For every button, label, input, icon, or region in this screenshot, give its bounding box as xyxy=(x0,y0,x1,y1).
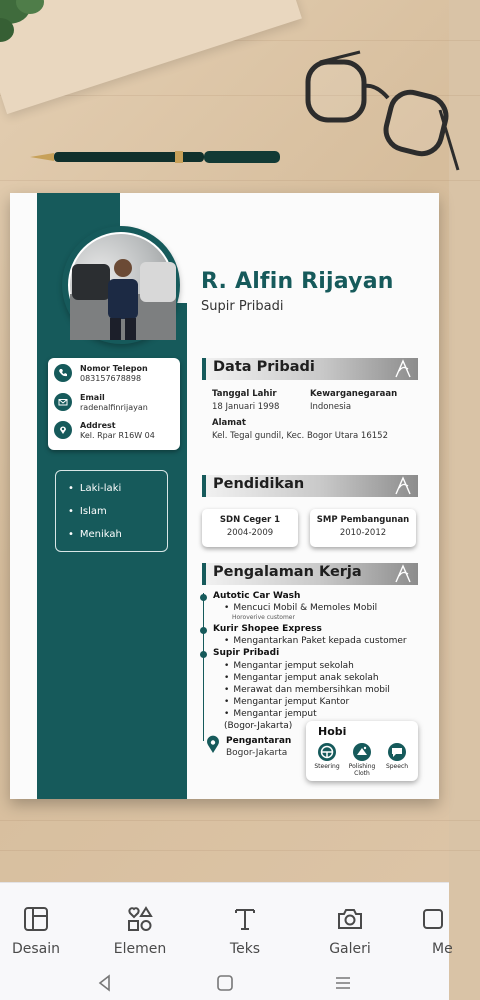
eyeglasses-decoration xyxy=(300,50,460,170)
contact-address-title: Addrest xyxy=(80,421,116,430)
experience-job-3-item-2: • Mengantar jemput anak sekolah xyxy=(224,673,379,683)
education-school-1: SDN Ceger 1 xyxy=(219,515,281,525)
decorative-logo-icon xyxy=(394,359,412,379)
experience-job-2-title[interactable]: Kurir Shopee Express xyxy=(213,624,322,634)
experience-timeline xyxy=(203,593,204,741)
experience-job-2-item: • Mengantarkan Paket kepada customer xyxy=(224,636,407,646)
toolbar-desain-label: Desain xyxy=(11,941,61,957)
location-pin-icon xyxy=(206,736,220,754)
contact-email-value: radenalfinrijayan xyxy=(80,403,148,412)
hobby-steering xyxy=(310,743,344,770)
toolbar-more-label: Me xyxy=(432,941,453,957)
pen-decoration xyxy=(30,150,280,164)
education-card-1[interactable] xyxy=(202,509,298,547)
decorative-logo-icon xyxy=(394,564,412,584)
cv-job-title[interactable]: Supir Pribadi xyxy=(201,299,284,314)
speech-bubble-icon xyxy=(388,743,406,761)
experience-job-3-item-4: • Mengantar jemput Kantor xyxy=(224,697,349,707)
contact-card[interactable] xyxy=(48,358,180,450)
education-school-2: SMP Pembangunan xyxy=(316,515,410,525)
more-icon xyxy=(420,905,448,933)
cv-document[interactable] xyxy=(10,193,439,799)
contact-phone-title: Nomor Telepon xyxy=(80,364,148,373)
steering-wheel-icon xyxy=(318,743,336,761)
personal-marital-status: • Menikah xyxy=(56,523,167,546)
toolbar-more-button[interactable] xyxy=(410,905,453,957)
phone-icon xyxy=(54,364,72,382)
recents-icon[interactable] xyxy=(333,973,353,993)
nationality-label: Kewarganegaraan xyxy=(310,389,398,399)
cv-name[interactable]: R. Alfin Rijayan xyxy=(201,269,394,294)
education-card-2[interactable] xyxy=(310,509,416,547)
section-header-pengalaman-kerja[interactable] xyxy=(202,563,418,585)
contact-email-title: Email xyxy=(80,393,105,402)
experience-job-1-note: Horoverive customer xyxy=(232,614,295,621)
home-icon[interactable] xyxy=(215,973,235,993)
experience-job-3-item-5: • Mengantar jemput xyxy=(224,709,317,719)
address-value: Kel. Tegal gundil, Kec. Bogor Utara 16152 xyxy=(212,431,388,441)
decorative-logo-icon xyxy=(394,476,412,496)
camera-icon xyxy=(336,905,364,933)
birth-date-value: 18 Januari 1998 xyxy=(212,402,280,412)
timeline-dot xyxy=(200,594,207,601)
education-years-1: 2004-2009 xyxy=(226,528,274,538)
personal-info-box[interactable] xyxy=(55,470,168,552)
education-years-2: 2010-2012 xyxy=(339,528,387,538)
toolbar-elemen-button[interactable] xyxy=(105,905,175,957)
nationality-value: Indonesia xyxy=(310,402,352,412)
hobby-card[interactable] xyxy=(306,721,418,781)
experience-job-3-item-1: • Mengantar jemput sekolah xyxy=(224,661,354,671)
birth-date-label: Tanggal Lahir xyxy=(212,389,277,399)
section-title-pengalaman-kerja: Pengalaman Kerja xyxy=(213,564,362,580)
shapes-icon xyxy=(126,905,154,933)
editor-toolbar xyxy=(0,882,453,964)
contact-phone-value: 083157678898 xyxy=(80,374,142,383)
hobby-label-steering: Steering xyxy=(314,763,340,770)
contact-phone xyxy=(54,364,148,384)
layout-icon xyxy=(22,905,50,933)
toolbar-galeri-label: Galeri xyxy=(329,941,371,957)
toolbar-galeri-button[interactable] xyxy=(315,905,385,957)
toolbar-teks-label: Teks xyxy=(229,941,261,957)
hobby-title: Hobi xyxy=(318,725,347,738)
hobby-polishing xyxy=(345,743,379,777)
polishing-cloth-icon xyxy=(353,743,371,761)
plant-decoration xyxy=(0,0,56,60)
address-label: Alamat xyxy=(212,418,246,428)
toolbar-elemen-label: Elemen xyxy=(113,941,167,957)
section-header-pendidikan[interactable] xyxy=(202,475,418,497)
experience-job-3-item-3: • Merawat dan membersihkan mobil xyxy=(224,685,390,695)
timeline-dot xyxy=(200,627,207,634)
back-icon[interactable] xyxy=(95,973,115,993)
personal-gender: • Laki-laki xyxy=(56,477,167,500)
contact-email xyxy=(54,393,148,413)
personal-religion: • Islam xyxy=(56,500,167,523)
experience-job-3-title[interactable]: Supir Pribadi xyxy=(213,648,280,658)
toolbar-desain-button[interactable] xyxy=(1,905,71,957)
experience-job-1-item: • Mencuci Mobil & Memoles Mobil xyxy=(224,603,377,613)
delivery-title[interactable]: Pengantaran xyxy=(226,736,292,746)
section-header-data-pribadi[interactable] xyxy=(202,358,418,380)
toolbar-teks-button[interactable] xyxy=(210,905,280,957)
text-icon xyxy=(231,905,259,933)
experience-job-3-item-5-cont: (Bogor-Jakarta) xyxy=(224,721,293,731)
mail-icon xyxy=(54,393,72,411)
experience-job-1-title[interactable]: Autotic Car Wash xyxy=(213,591,301,601)
hobby-speech xyxy=(380,743,414,770)
delivery-value: Bogor-Jakarta xyxy=(226,748,288,758)
hobby-label-speech: Speech xyxy=(385,763,409,770)
system-navigation-bar xyxy=(0,964,449,1000)
contact-address xyxy=(54,421,155,441)
section-title-pendidikan: Pendidikan xyxy=(213,476,305,492)
hobby-label-polishing: Polishing Cloth xyxy=(348,763,376,777)
timeline-dot xyxy=(200,651,207,658)
location-icon xyxy=(54,421,72,439)
profile-photo[interactable] xyxy=(68,232,174,338)
contact-address-value: Kel. Rpar R16W 04 xyxy=(80,431,155,440)
person-photo-icon xyxy=(70,234,176,340)
section-title-data-pribadi: Data Pribadi xyxy=(213,359,315,375)
